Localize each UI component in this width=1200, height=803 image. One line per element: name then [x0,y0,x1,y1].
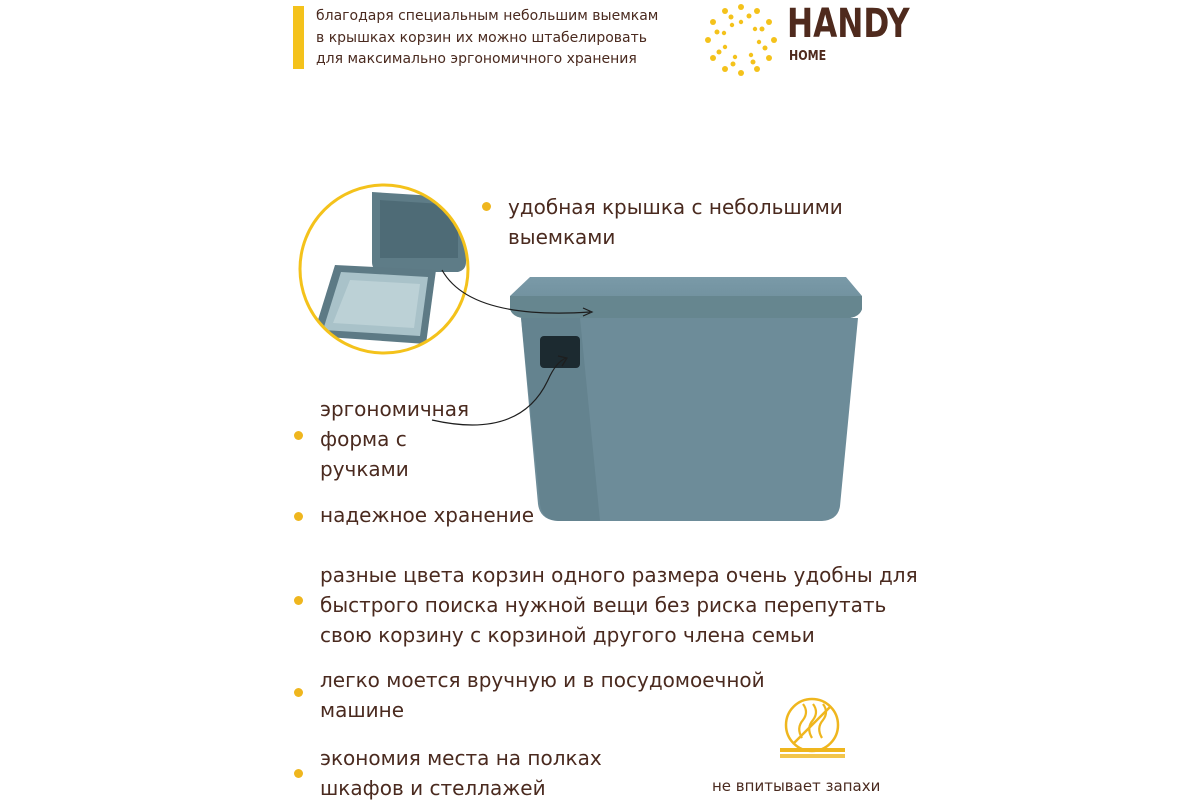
handle-icon [540,336,580,368]
feature-line: экономия места на полках [320,746,602,770]
intro-line: в крышках корзин их можно штабелировать [316,29,648,46]
bullet-icon [294,431,303,440]
feature-line: удобная крышка с небольшими [508,195,843,219]
feature-line: ручками [320,457,409,481]
bullet-icon [482,202,491,211]
feature-colors [320,560,918,650]
lid-detail-inset [300,185,468,353]
feature-line: форма с [320,427,407,451]
feature-line: эргономичная [320,397,469,421]
bullet-icon [294,596,303,605]
feature-ergonomic [320,394,469,484]
intro-line: для максимально эргономичного хранения [316,51,637,67]
bullet-icon [294,512,303,521]
feature-line: разные цвета корзин одного размера очень удобны для [320,563,918,587]
feature-line: машине [320,698,405,722]
feature-line: шкафов и стеллажей [320,776,546,800]
feature-line: легко моется вручную и в посудомоечной [320,668,765,692]
feature-space [320,743,602,803]
intro-line: благодаря специальным небольшим выемкам [316,8,659,24]
feature-line: свою корзину с корзиной другого члена семьи [320,623,815,647]
feature-line: надежное хранение [320,503,535,527]
no-odor-icon [780,699,845,758]
brand-name: HANDY [787,1,910,47]
badge-caption: не впитывает запахи [712,777,881,795]
brand-sub: HOME [789,49,827,64]
feature-line: быстрого поиска нужной вещи без риска перепутать [320,593,887,617]
bullet-icon [294,688,303,697]
feature-lid [508,192,843,252]
feature-storage [320,500,534,530]
feature-wash [320,665,765,725]
feature-line: выемками [508,225,616,249]
bullet-icon [294,769,303,778]
